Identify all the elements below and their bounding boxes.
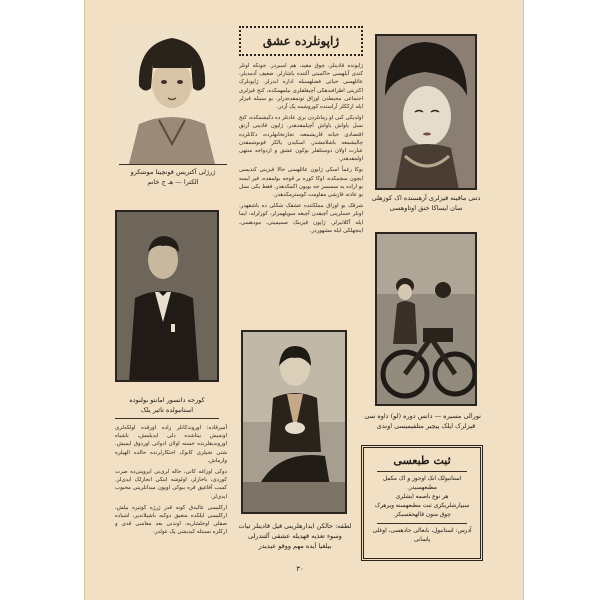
left-column-paragraph: آمیرقاده: اوروندکانلر زاده اورقده اولکه‌لری اوتمیش بیتاشده دلی ایدیلمش، باشیاه اوزوندیقلرنده خسته اولان ادواتی اوردوق ایمیش. شتی تجیلری کابوک احتکارلرنده حالده الهیلره وارماش.: [115, 425, 227, 464]
ad-title: ثبت طبعسی: [393, 454, 451, 467]
bob-hair-woman-image: [119, 24, 225, 164]
ad-line: چوق منون قالهجقسیکز.: [393, 512, 451, 518]
article-title: ژاپونلرده عشق: [239, 26, 363, 56]
photo-caption-mid-right: نورالی مسیره — دانس دوره (لو) داوه سی: [364, 412, 481, 420]
ad-address: آدرس: استانبول، بابعالی جادهسی، اوغلی پاسانی: [372, 528, 472, 543]
photo-caption-mid-left: کورجه دانسور امانتو بولنوده: [129, 396, 205, 404]
article-paragraph: ژاپونده قادینلر، چوق مقید، هم اسیردر. جونکه اونلر کندی آیلهسی حاکمیتی آلتنده یاشارلر. ضعیف آدمدیلر، عائلهسی حیاتی فضلهسیله اداره ایدرلر. ژاپونلرک اکثریتی اطرافندهکی آچیقلقلری بیلمهمکده، کنج قیزلری اجتماعی محیطدن اوزاق توتمقده‌درلر. بو سببله قیزلر ایله ارککلر آراسنده کوروشمه پک آزدر.: [239, 63, 363, 111]
photo-caption-center-sub2: بیلغیا آیده مهم ووقو عیدیدر: [258, 542, 332, 550]
article-paragraph: اولدیکی کبی او زمانلردن بری عادتلر ده دکیشمکده، کنج نسل یاواش یاواش آچیلمقدهدر. ژاپون قادینی آرتق اقتصادی حیاته قاریشمغه، تجارتخانهلرده، دکانلرده چالیشمغه باشلامشدر. اسکیدن یالکز قونوشمقدن عبارت اولان دوستلقلر بوکون عشق و ازدواجه منتهی اولمقدهدر.: [239, 115, 363, 163]
japanese-woman-image: [375, 36, 475, 190]
article-body: [239, 62, 363, 320]
left-column-paragraph: ارکلیسی عالیدق کونه قدر ژرژه کوتیره بیلش، ارکلیسی ایلکده متعیق دوکیه باشیلاندیر، اشیاده صقلی اوجلشاریه، اوندنی بعد معاسی قدی و ارکلره نسبتله کیدیشی پک غولدر.: [115, 504, 227, 536]
left-column-text: [115, 424, 227, 558]
photo-caption-center: لطفه: حالکن ایدارهلرینی قیل قادینلر تیات: [238, 522, 352, 530]
article-paragraph: شرقک بو اوزاق مملکتنده عشقک شکلی ده باشقهدر. اونلر حسلرینی آچیقدن آچیغه سویلهمزلر، کوزلرله، ایما ایله آکلاتیرلر. ژاپون قیزینک صمیمیتی، مودهسی، اینجهلکی ایله مشهوردر.: [239, 203, 363, 234]
page-number: ۳۰: [296, 565, 304, 573]
portrait-photo-top-right: [375, 34, 477, 190]
photo-caption-top-left: ژرژلی آکتریس قونچیتا مونتنکرو: [130, 168, 216, 176]
seated-woman-image: [241, 332, 345, 514]
ad-line: استانبولک انک اوجوز و اک مکمل مطبعهسیدر.: [382, 476, 462, 491]
left-column-paragraph: دوکی اوزاغه کانی، حاله لری‌نی ایروپنی‌ده صرت کوردی، باخارلر، اولوشه ایتکی انجازلک ایدی‌لر. کسب آفاغیق قره بیوکی اویون میدانلرینی محبوب ایدی‌لر.: [115, 469, 227, 500]
photo-caption-top-right-sub: سان ایساکا خنق اوتاوهسی: [389, 204, 463, 212]
ad-line: سیپارشلریکزی ثبت مطبعهسنه ویرهرک: [374, 503, 470, 509]
portrait-photo-mid-left: [115, 210, 219, 382]
man-in-suit-image: [115, 212, 217, 382]
photo-caption-mid-right-sub: قیزلرک ایلک پیچیر متلفیمیسی اوندی: [376, 422, 476, 430]
magazine-page: [84, 0, 524, 600]
photo-caption-mid-left-sub: استانبولده تائیر یلک: [140, 406, 194, 414]
woman-on-motorcycle-image: [375, 234, 475, 406]
article-body-continued: [239, 322, 363, 328]
seated-woman-photo: [241, 330, 347, 514]
photo-caption-top-right: دتنی ماقینه قیزلری آرهسنده اک کوزهلی: [371, 194, 481, 202]
portrait-photo-top-left: [119, 24, 225, 164]
ad-line: هر نوع باصمه ایشلری: [395, 494, 449, 500]
article-paragraph: بوکا رغماً اسکی ژاپون عائلهسی حالا قیزینی کندیسی ایچون سچمکده، اوکا کوره بر قوجه بولمقده، قیز ایسه بو اراده یه سسسز جه بویون اکمکدهدر. فقط یکی نسل بو عادته قارشی مقاومت کوسترمکدهدر.: [239, 167, 363, 199]
photo-caption-top-left-sub: الکترا — هـ ج خانم: [147, 178, 199, 186]
photo-caption-center-sub: وسوء تغذیه قهدیله عشقی آلتندرلی: [248, 532, 342, 540]
advertisement-box: [361, 445, 483, 561]
motorcycle-photo: [375, 232, 477, 406]
